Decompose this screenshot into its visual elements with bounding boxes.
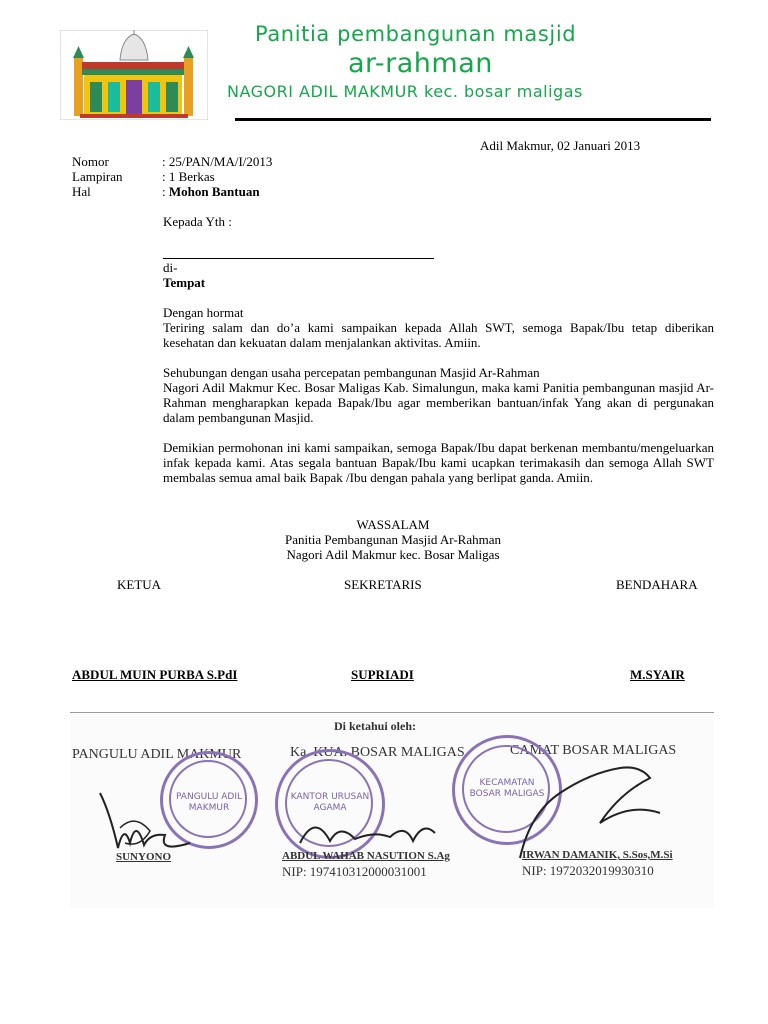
camat-name: IRWAN DAMANIK, S.Sos,M.Si — [522, 849, 673, 861]
greeting: Dengan hormat — [163, 305, 244, 320]
letterhead-divider — [235, 118, 711, 121]
kua-nip: NIP: 197410312000031001 — [282, 864, 427, 879]
letterhead-line-2: ar-rahman — [348, 48, 493, 79]
hal-row — [162, 184, 260, 199]
wassalam: WASSALAM — [356, 517, 430, 532]
ketua-title: KETUA — [117, 577, 162, 592]
paragraph-2-line-1: Sehubungan dengan usaha percepatan pembangunan Masjid Ar-Rahman — [163, 365, 540, 380]
letterhead-line-1: Panitia pembangunan masjid — [255, 22, 577, 46]
kua-stamp-text: KANTOR URUSAN AGAMA — [290, 792, 370, 813]
kepada-yth: Kepada Yth : — [163, 214, 232, 229]
hal-value: Mohon Bantuan — [168, 184, 260, 199]
camat-signature — [500, 753, 680, 863]
mosque-logo — [60, 30, 208, 120]
lampiran-value: : 1 Berkas — [162, 169, 215, 184]
paragraph-1: Teriring salam dan do’a kami sampaikan kepada Allah SWT, semoga Bapak/Ibu tetap diberikan kesehatan dan kekuatan dalam menjalankan aktivitas. Amiin. — [163, 320, 714, 350]
hal-label: Hal — [72, 184, 91, 199]
paragraph-3: Demikian permohonan ini kami sampaikan, semoga Bapak/Ibu dapat berkenan membantu/mengeluarkan infak kepada kami. Atas segala bantuan Bapak/Ibu kami ucapkan terimakasih dan semoga Allah SWT membalas semua amal baik Bapak /Ibu dengan pahala yang berlipat ganda. Amiin. — [163, 440, 714, 485]
kua-name: ABDUL WAHAB NASUTION S.Ag — [282, 850, 450, 862]
bendahara-name: M.SYAIR — [630, 667, 685, 682]
hal-colon: : — [162, 184, 166, 199]
camat-title: CAMAT BOSAR MALIGAS — [510, 743, 677, 758]
pangulu-name: SUNYONO — [116, 851, 172, 863]
sekretaris-name: SUPRIADI — [351, 667, 414, 682]
paragraph-2: Nagori Adil Makmur Kec. Bosar Maligas Kab. Simalungun, maka kami Panitia pembangunan masjid Ar-Rahman mengharapkan kepada Bapak/Ibu agar memberikan bantuan/infak Yang akan di pergunakan dalam pembangunan Masjid. — [163, 380, 714, 425]
camat-nip: NIP: 1972032019930310 — [522, 863, 654, 878]
ketua-name: ABDUL MUIN PURBA S.PdI — [72, 667, 238, 682]
tempat-label: Tempat — [163, 275, 206, 290]
closing-org-2: Nagori Adil Makmur kec. Bosar Maligas — [286, 547, 500, 562]
lampiran-label: Lampiran — [72, 169, 123, 184]
approval-heading: Di ketahui oleh: — [334, 719, 417, 733]
closing-org-1: Panitia Pembangunan Masjid Ar-Rahman — [284, 532, 501, 547]
pangulu-stamp-text: PANGULU ADIL MAKMUR — [175, 792, 243, 813]
nomor-value: : 25/PAN/MA/I/2013 — [162, 154, 273, 169]
pangulu-title: PANGULU ADIL MAKMUR — [72, 747, 242, 762]
nomor-label: Nomor — [72, 154, 109, 169]
recipient-blank-line — [163, 258, 434, 259]
bendahara-title: BENDAHARA — [616, 577, 698, 592]
approval-scan — [70, 712, 714, 908]
di-label: di- — [163, 260, 178, 275]
letter-date: Adil Makmur, 02 Januari 2013 — [480, 138, 641, 153]
letterhead-line-3: NAGORI ADIL MAKMUR kec. bosar maligas — [227, 82, 583, 101]
sekretaris-title: SEKRETARIS — [344, 577, 422, 592]
camat-stamp-text: KECAMATAN BOSAR MALIGAS — [469, 778, 545, 799]
kua-title: Ka. KUA. BOSAR MALIGAS — [290, 745, 465, 760]
